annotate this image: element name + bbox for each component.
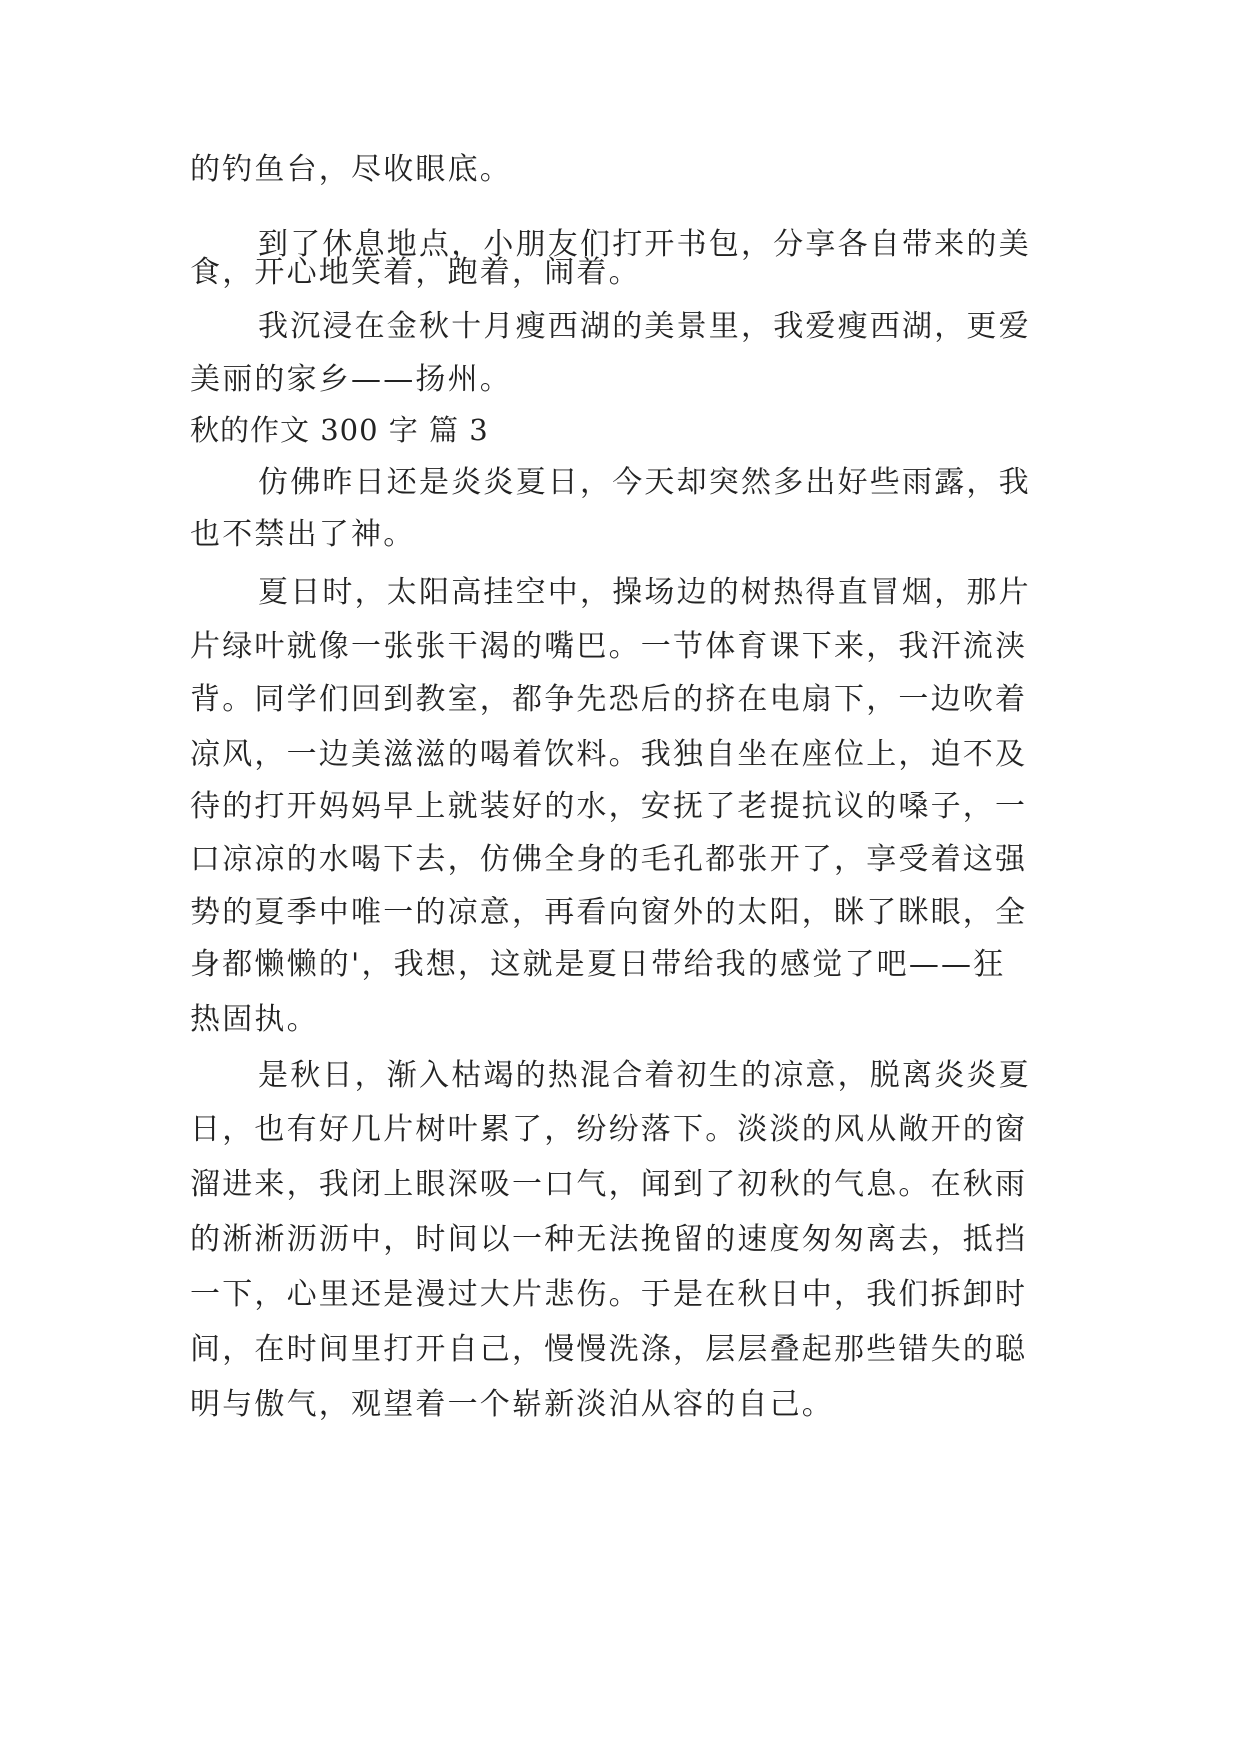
text-line: 美丽的家乡——扬州。 [190,362,512,397]
section-heading: 秋的作文 300 字 篇 3 [190,413,489,447]
text-line: 势的夏季中唯一的凉意，再看向窗外的太阳，眯了眯眼，全 [190,895,1028,930]
paragraph-first-line: 到了休息地点，小朋友们打开书包，分享各自带来的美 [258,227,1031,262]
paragraph-first-line: 夏日时，太阳高挂空中，操场边的树热得直冒烟，那片 [258,575,1031,610]
paragraph-first-line: 是秋日，渐入枯竭的热混合着初生的凉意，脱离炎炎夏 [258,1058,1031,1093]
text-line: 的钓鱼台，尽收眼底。 [190,152,512,187]
text-line: 间，在时间里打开自己，慢慢洗涤，层层叠起那些错失的聪 [190,1332,1028,1367]
paragraph-first-line: 我沉浸在金秋十月瘦西湖的美景里，我爱瘦西湖，更爱 [258,309,1031,344]
text-line: 热固执。 [190,1002,319,1037]
paragraph-first-line: 仿佛昨日还是炎炎夏日，今天却突然多出好些雨露，我 [258,465,1031,500]
text-line: 凉风，一边美滋滋的喝着饮料。我独自坐在座位上，迫不及 [190,737,1028,772]
text-line: 待的打开妈妈早上就装好的水，安抚了老提抗议的嗓子，一 [190,789,1028,824]
text-line: 明与傲气，观望着一个崭新淡泊从容的自己。 [190,1387,834,1422]
text-line: 也不禁出了神。 [190,517,416,552]
text-line: 溜进来，我闭上眼深吸一口气，闻到了初秋的气息。在秋雨 [190,1167,1028,1202]
text-line: 日，也有好几片树叶累了，纷纷落下。淡淡的风从敞开的窗 [190,1112,1028,1147]
text-line: 身都懒懒的'，我想，这就是夏日带给我的感觉了吧——狂 [190,947,1006,982]
text-line: 的淅淅沥沥中，时间以一种无法挽留的速度匆匆离去，抵挡 [190,1222,1028,1257]
text-line: 片绿叶就像一张张干渴的嘴巴。一节体育课下来，我汗流浃 [190,629,1028,664]
text-line: 口凉凉的水喝下去，仿佛全身的毛孔都张开了，享受着这强 [190,842,1028,877]
text-line: 一下，心里还是漫过大片悲伤。于是在秋日中，我们拆卸时 [190,1277,1028,1312]
text-line: 背。同学们回到教室，都争先恐后的挤在电扇下，一边吹着 [190,682,1028,717]
text-line: 食，开心地笑着，跑着，闹着。 [190,255,641,290]
